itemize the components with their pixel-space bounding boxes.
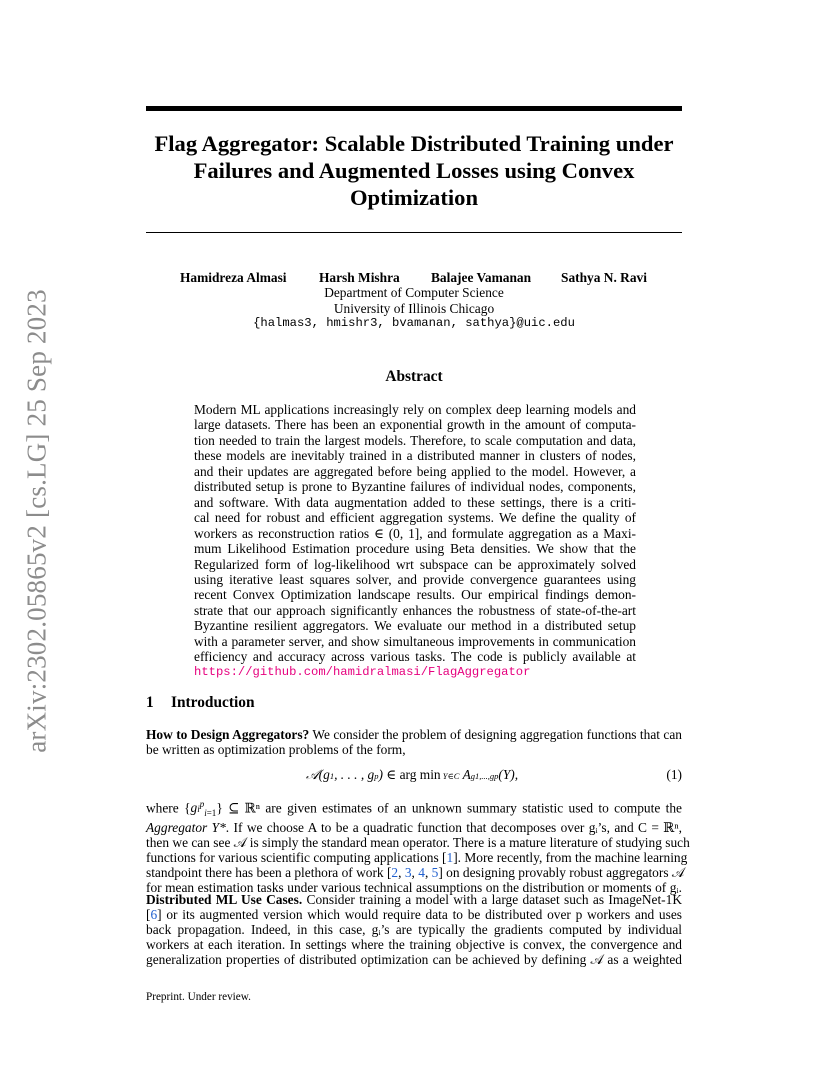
title-line: Failures and Augmented Losses using Convex xyxy=(193,158,635,183)
author: Hamidreza Almasi xyxy=(180,270,287,285)
title-rule-bottom xyxy=(146,232,682,233)
text: . If we choose A to be a quadratic function that decomposes over gᵢ’s, and C = ℝⁿ, xyxy=(225,820,682,836)
author: Harsh Mishra xyxy=(319,270,400,285)
abstract-line: Modern ML applications increasingly rely on complex deep learning models and xyxy=(194,402,636,417)
abstract-line: using iterative least squares solver, and provide convergence guarantees using xyxy=(194,571,636,587)
equation-number: (1) xyxy=(666,767,682,782)
abstract-line: efficiency and accuracy across various tasks. The code is publicly available at xyxy=(194,649,636,665)
title-line: Optimization xyxy=(349,185,479,210)
equation-1 xyxy=(146,767,682,787)
title-rule-top xyxy=(146,106,682,111)
text-line: generalization properties of distributed optimization can be achieved by defining 𝒜 as a weighted xyxy=(146,951,682,967)
citation-link[interactable]: 3 xyxy=(404,864,412,880)
paragraph-where: where $\{gi^p_{i=1}\}$ ⊆ ℝⁿ are given estimates of an unknown summary statistic used to compute the Aggregator Y*. If we choose A to be a quadratic function that decomposes over gᵢ’s, and C = ℝⁿ, then we can see 𝒜 is simply the standard mean operator. There is a mature literature of studying such functions for various scientific computing applications [1]. More recently, from the machine learning standpoint there has been a plethora of work [2, 3, 4, 5] on designing provably robust aggregators 𝒜 for mean estimation tasks under various technical assumptions on the distribution or moments of gᵢ. xyxy=(146,799,690,895)
text-line: back propagation. Indeed, in this case, gᵢ’s are typically the gradients computed by individual xyxy=(146,921,682,937)
arxiv-stamp xyxy=(18,282,56,760)
author: Balajee Vamanan xyxy=(431,270,532,285)
text: Consider training a model with a large dataset such as ImageNet-1K xyxy=(302,892,682,907)
abstract-heading: Abstract xyxy=(385,368,443,385)
section-heading xyxy=(146,694,255,712)
text: ] or its augmented version which would require data to be distributed over p workers and uses xyxy=(157,906,682,922)
section-title: Introduction xyxy=(171,694,255,711)
paragraph-use-cases xyxy=(146,893,682,968)
abstract-line: Regularized form of log-likelihood wrt subspace can be approximately solved xyxy=(194,556,636,572)
citation-link[interactable]: 1 xyxy=(446,849,454,865)
citation-link[interactable]: 6 xyxy=(150,906,158,922)
abstract-line: large datasets. There has been an exponential growth in the amount of computa- xyxy=(194,417,636,433)
text: where { xyxy=(146,800,191,816)
abstract-line: with a parameter server, and show simultaneous improvements in communication xyxy=(194,633,636,649)
abstract-line: and software. With data augmentation added to these settings, there is a criti- xyxy=(194,494,636,510)
title-line: Flag Aggregator: Scalable Distributed Training under xyxy=(154,131,674,156)
text-line: for mean estimation tasks under various technical assumptions on the distribution or moments of gᵢ. xyxy=(146,879,682,895)
abstract-line: workers as reconstruction ratios ∈ (0, 1], and formulate aggregation as a Maxi- xyxy=(194,525,636,541)
text: functions for various scientific computing applications [ xyxy=(146,849,447,865)
citation-link[interactable]: 5 xyxy=(431,864,439,880)
arxiv-id: arXiv:2302.05865v2 [cs.LG] 25 Sep 2023 xyxy=(21,289,52,753)
department: Department of Computer Science xyxy=(324,285,504,300)
text-line: be written as optimization problems of the form, xyxy=(146,741,406,757)
abstract-line: mum Likelihood Estimation procedure using Beta densities. We show that the xyxy=(194,541,636,557)
text: We consider the problem of designing aggregation functions that can xyxy=(309,727,682,742)
text: [ xyxy=(146,906,151,922)
citation-link[interactable]: 4 xyxy=(418,864,425,880)
author: Sathya N. Ravi xyxy=(561,270,647,285)
equation-formula: 𝒜(g1, . . . , gp) ∈ arg min Y∈C Ag1,...,gp(Y), xyxy=(306,767,519,782)
text: ]. More recently, from the machine learning xyxy=(453,849,688,865)
citation-link[interactable]: 2 xyxy=(391,864,399,880)
abstract-line: and their updates are aggregated before being applied to the model. However, a xyxy=(194,463,636,479)
footer-note: Preprint. Under review. xyxy=(146,991,251,1003)
affiliation xyxy=(146,285,682,332)
paragraph-aggregators xyxy=(146,728,682,758)
abstract-line: cal need for robust and efficient aggregation systems. We define the quality of xyxy=(194,510,636,526)
abstract-line: recent Convex Optimization landscape results. Our empirical findings demon- xyxy=(194,587,636,603)
abstract-line: distributed setup is prone to Byzantine failures of individual nodes, components, xyxy=(194,479,636,495)
author-emails: {halmas3, hmishr3, bvamanan, sathya}@uic.edu xyxy=(253,316,575,330)
text-line: workers at each iteration. In settings where the training objective is convex, the convergence and xyxy=(146,936,682,952)
abstract-line: Byzantine resilient aggregators. We evaluate our method in a distributed setup xyxy=(194,618,636,634)
abstract-body xyxy=(194,402,636,680)
paper-title xyxy=(146,130,682,211)
text-line: then we can see 𝒜 is simply the standard mean operator. There is a mature literature of studying such xyxy=(146,834,690,850)
text: Aggregator Y* xyxy=(146,820,226,836)
paragraph-lead: Distributed ML Use Cases. xyxy=(146,892,303,907)
code-link[interactable]: https://github.com/hamidralmasi/FlagAggregator xyxy=(194,664,531,679)
section-number: 1 xyxy=(146,694,154,711)
text: } ⊆ ℝⁿ are given estimates of an unknown summary statistic used to compute the xyxy=(216,800,682,816)
abstract-line: these models are inevitably trained in a distributed manner in clusters of nodes, xyxy=(194,448,636,464)
abstract-line: strate that our approach significantly enhances the robustness of state-of-the-art xyxy=(194,602,636,618)
text: ] on designing provably robust aggregators 𝒜 xyxy=(438,864,685,880)
university: University of Illinois Chicago xyxy=(333,300,495,316)
text: standpoint there has been a plethora of work [ xyxy=(146,864,392,880)
paragraph-lead: How to Design Aggregators? xyxy=(146,727,310,742)
abstract-line: tion needed to train the largest models. Therefore, to scale computation and data, xyxy=(194,432,636,448)
